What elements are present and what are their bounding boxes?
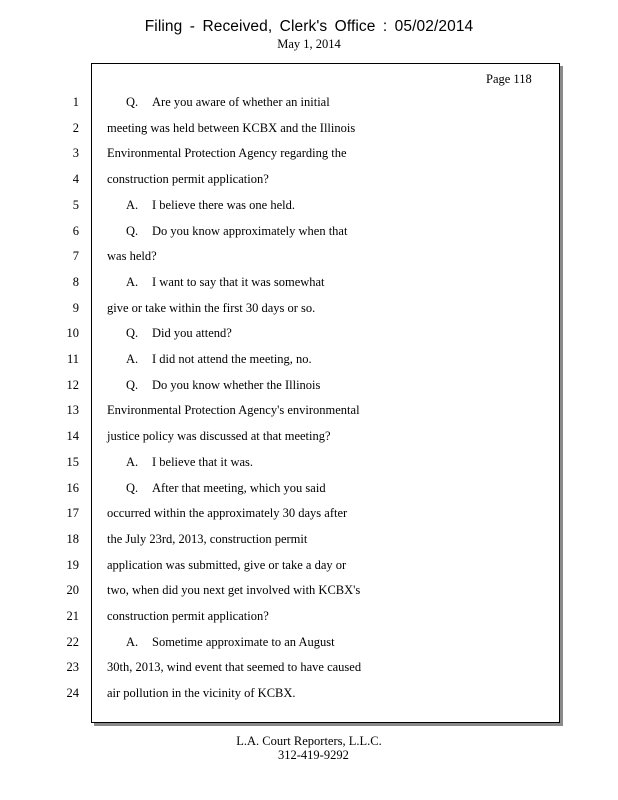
line-text: construction permit application? [107, 172, 269, 186]
line-number: 22 [66, 635, 79, 649]
transcript-line [107, 403, 360, 418]
line-number: 12 [66, 378, 79, 392]
transcript-line [107, 609, 269, 624]
answer-marker: A. [126, 352, 139, 366]
transcript-line [107, 506, 347, 521]
filing-stamp: Filing - Received, Clerk's Office : 05/02/2014 [144, 18, 474, 35]
line-text: occurred within the approximately 30 days after [107, 506, 348, 520]
line-text: After that meeting, which you said [152, 481, 326, 495]
transcript-line [107, 686, 296, 701]
transcript-line [107, 249, 157, 264]
line-text: two, when did you next get involved with KCBX's [107, 583, 361, 597]
line-text: air pollution in the vicinity of KCBX. [107, 686, 296, 700]
line-text: justice policy was discussed at that meeting? [107, 429, 331, 443]
transcript-line [107, 146, 347, 161]
line-text: Did you attend? [152, 326, 232, 340]
line-number: 2 [72, 121, 79, 135]
question-marker: Q. [126, 224, 139, 238]
transcript-line [107, 172, 269, 187]
line-text: I want to say that it was somewhat [152, 275, 325, 289]
transcript-line [126, 635, 335, 650]
transcript-line [126, 198, 295, 213]
transcript-line [126, 352, 312, 367]
transcript-line [126, 455, 253, 470]
line-text: I did not attend the meeting, no. [152, 352, 312, 366]
transcript-line [107, 429, 331, 444]
line-number: 8 [72, 275, 79, 289]
hearing-date: May 1, 2014 [277, 37, 341, 51]
line-number: 24 [66, 686, 79, 700]
line-text: Environmental Protection Agency's environmental [107, 403, 360, 417]
line-number: 7 [72, 249, 79, 263]
line-text: I believe that it was. [152, 455, 254, 469]
answer-marker: A. [126, 275, 139, 289]
line-number: 5 [72, 198, 79, 212]
transcript-line [107, 583, 360, 598]
line-number: 4 [72, 172, 79, 186]
line-number: 18 [66, 532, 79, 546]
line-number: 23 [66, 660, 79, 674]
line-number: 10 [66, 326, 79, 340]
page-number: Page 118 [486, 72, 532, 86]
transcript-line [107, 558, 346, 573]
line-text: was held? [107, 249, 157, 263]
line-text: give or take within the first 30 days or so. [107, 301, 316, 315]
line-text: construction permit application? [107, 609, 269, 623]
footer-phone: 312-419-9292 [278, 748, 349, 762]
line-text: Do you know whether the Illinois [152, 378, 321, 392]
line-number: 19 [66, 558, 79, 572]
transcript-line [126, 378, 320, 393]
line-number: 14 [66, 429, 79, 443]
line-number: 15 [66, 455, 79, 469]
line-number: 16 [66, 481, 79, 495]
line-number: 3 [72, 146, 79, 160]
transcript-line [107, 301, 315, 316]
line-number: 1 [72, 95, 79, 109]
line-number: 11 [66, 352, 79, 366]
line-number: 21 [66, 609, 79, 623]
line-text: Environmental Protection Agency regarding the [107, 146, 347, 160]
line-text: meeting was held between KCBX and the Illinois [107, 121, 356, 135]
line-text: application was submitted, give or take a day or [107, 558, 347, 572]
line-text: Are you aware of whether an initial [152, 95, 330, 109]
answer-marker: A. [126, 198, 139, 212]
line-text: I believe there was one held. [152, 198, 295, 212]
answer-marker: A. [126, 635, 139, 649]
transcript-line [107, 121, 355, 136]
question-marker: Q. [126, 481, 139, 495]
transcript-line [126, 95, 330, 110]
transcript-line [107, 532, 307, 547]
question-marker: Q. [126, 326, 139, 340]
transcript-line [126, 224, 347, 239]
transcript-line [126, 275, 325, 290]
answer-marker: A. [126, 455, 139, 469]
line-text: Do you know approximately when that [152, 224, 348, 238]
transcript-line [126, 481, 326, 496]
question-marker: Q. [126, 95, 139, 109]
footer-company: L.A. Court Reporters, L.L.C. [236, 734, 382, 748]
line-number: 6 [72, 224, 79, 238]
transcript-page-frame [91, 63, 560, 723]
transcript-line [126, 326, 232, 341]
question-marker: Q. [126, 378, 139, 392]
line-number: 9 [72, 301, 79, 315]
line-number: 17 [66, 506, 79, 520]
transcript-line [107, 660, 361, 675]
line-number: 20 [66, 583, 79, 597]
line-text: Sometime approximate to an August [152, 635, 335, 649]
line-text: 30th, 2013, wind event that seemed to have caused [107, 660, 362, 674]
line-text: the July 23rd, 2013, construction permit [107, 532, 308, 546]
line-number: 13 [66, 403, 79, 417]
